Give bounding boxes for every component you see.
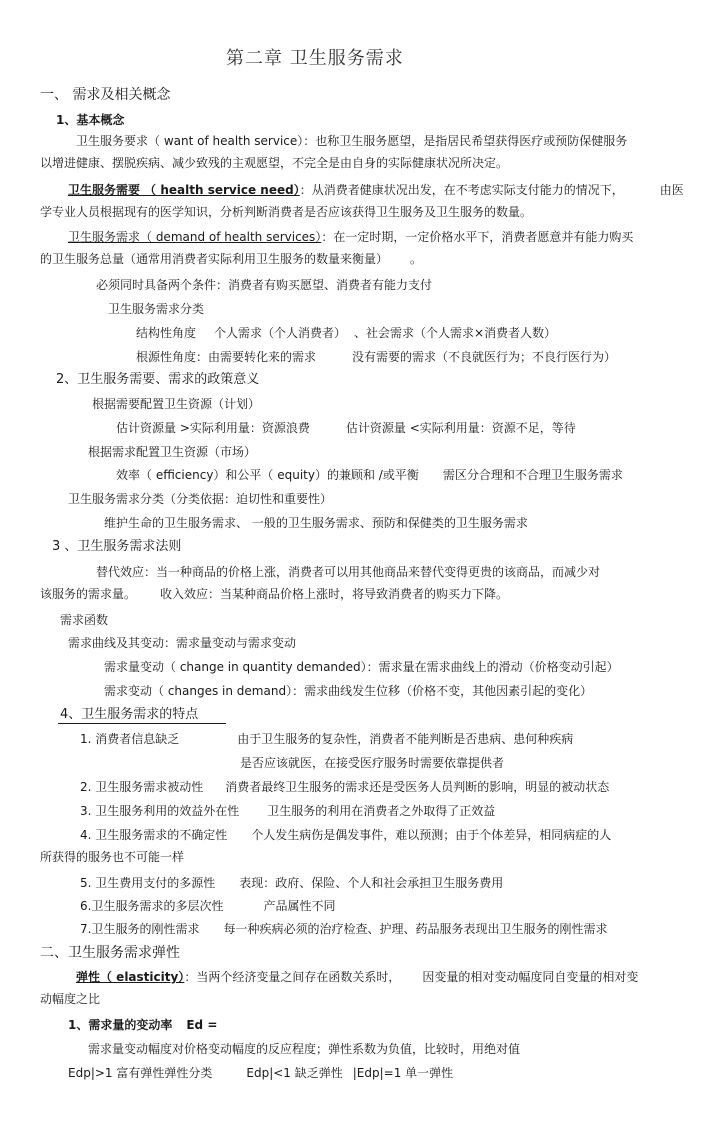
classify-heading: 卫生服务需求分类 xyxy=(108,302,205,316)
section-heading-elasticity: 二、卫生服务需求弹性 xyxy=(40,945,180,961)
substitution-effect-line1: 替代效应：当一种商品的价格上涨，消费者可以用其他商品来替代变得更贵的该商品，而减少对 xyxy=(96,565,601,579)
term-need: 卫生服务需要 （ health service need） xyxy=(68,183,300,197)
section-heading-concepts: 一、 需求及相关概念 xyxy=(40,87,171,103)
feature-1: 1. 消费者信息缺乏 由于卫生服务的复杂性，消费者不能判断是否患病、患何种疾病 xyxy=(80,732,574,746)
alloc-by-need: 根据需要配置卫生资源（计划） xyxy=(92,397,261,411)
classify-root: 根源性角度：由需要转化来的需求 没有需要的需求（不良就医行为；不良行医行为） xyxy=(136,350,617,364)
feature-2: 2. 卫生服务需求被动性 消费者最终卫生服务的需求还是受医务人员判断的影响，明显的被动状态 xyxy=(80,780,610,794)
section-heading-features: 4、卫生服务需求的特点 xyxy=(60,707,199,722)
substitution-effect-line2: 该服务的需求量。 收入效应：当某种商品价格上涨时，将导致消费者的购买力下降。 xyxy=(40,587,509,601)
feature-6: 6.卫生服务需求的多层次性 产品属性不同 xyxy=(80,899,336,913)
feature-4-cont: 所获得的服务也不可能一样 xyxy=(40,850,185,864)
term-elasticity: 弹性（ elasticity） xyxy=(76,970,185,984)
def-want-text: ：也称卫生服务愿望，是指居民希望获得医疗或预防保健服务 xyxy=(303,134,628,148)
classify-urgency: 卫生服务需求分类（分类依据：迫切性和重要性） xyxy=(68,492,333,506)
def-elasticity-line2: 动幅度之比 xyxy=(40,992,101,1006)
def-need-line1 xyxy=(68,182,684,198)
def-need-text: ：从消费者健康状况出发，在不考虑实际支付能力的情况下， xyxy=(299,183,624,197)
rate-description: 需求量变动幅度对价格变动幅度的反应程度；弹性系数为负值，比较时，用绝对值 xyxy=(88,1042,521,1056)
feature-7: 7.卫生服务的刚性需求 每一种疾病必须的治疗检查、护理、药品服务表现出卫生服务的刚性需求 xyxy=(80,922,608,936)
efficiency-equity: 效率（ efficiency）和公平（ equity）的兼顾和 /或平衡 需区分合理和不合理卫生服务需求 xyxy=(116,468,623,482)
alloc-by-demand: 根据需求配置卫生资源（市场） xyxy=(88,445,257,459)
def-elasticity-line1: 弹性（ elasticity）：当两个经济变量之间存在函数关系时， 因变量的相对变动幅度同自变量的相对变 xyxy=(76,970,639,984)
feature-5: 5. 卫生费用支付的多源性 表现：政府、保险、个人和社会承担卫生服务费用 xyxy=(80,876,504,890)
def-need-text-end: 由医 xyxy=(659,183,684,197)
demand-change: 需求变动（ changes in demand）：需求曲线发生位移（价格不变，其他因素引起的变化） xyxy=(104,684,593,698)
def-demand-line2: 的卫生服务总量（通常用消费者实际利用卫生服务的数量来衡量） 。 xyxy=(40,252,423,266)
quantity-demanded-change: 需求量变动（ change in quantity demanded）：需求量在需求曲线上的滑动（价格变动引起） xyxy=(104,660,619,674)
heading-underline xyxy=(58,723,226,724)
demand-function: 需求函数 xyxy=(60,613,109,627)
elasticity-types: Edp|>1 富有弹性弹性分类 Edp|<1 缺乏弹性 |Edp|=1 单一弹性 xyxy=(68,1066,454,1080)
feature-4: 4. 卫生服务需求的不确定性 个人发生病伤是偶发事件，难以预测；由于个体差异，相同病症的人 xyxy=(80,828,612,842)
subheading-basic-concepts: 1、基本概念 xyxy=(56,113,125,127)
def-need-line2: 学专业人员根据现有的医学知识，分析判断消费者是否应该获得卫生服务及卫生服务的数量。 xyxy=(40,205,533,219)
rate-of-change: 1、需求量的变动率 Ed = xyxy=(68,1018,218,1032)
conditions-line: 必须同时具备两个条件：消费者有购买愿望、消费者有能力支付 xyxy=(96,278,433,292)
classify-urgency-items: 维护生命的卫生服务需求、 一般的卫生服务需求、预防和保健类的卫生服务需求 xyxy=(104,516,528,530)
section-heading-policy: 2、卫生服务需要、需求的政策意义 xyxy=(56,372,260,387)
def-want-line2: 以增进健康、摆脱疾病、减少致残的主观愿望，不完全是由自身的实际健康状况所决定。 xyxy=(40,156,509,170)
classify-structural: 结构性角度 个人需求（个人消费者） 、社会需求（个人需求×消费者人数） xyxy=(136,326,557,340)
demand-curve: 需求曲线及其变动：需求量变动与需求变动 xyxy=(68,636,297,650)
def-demand-text: ：在一定时期，一定价格水平下，消费者愿意并有能力购买 xyxy=(321,230,634,244)
def-want-line1 xyxy=(76,133,627,149)
term-want: 卫生服务要求（ want of health service） xyxy=(76,134,304,148)
feature-3: 3. 卫生服务利用的效益外在性 卫生服务的利用在消费者之外取得了正效益 xyxy=(80,804,496,818)
term-demand: 卫生服务需求（ demand of health services） xyxy=(68,230,322,244)
def-demand-line1 xyxy=(68,229,633,245)
estimate-vs-usage: 估计资源量 >实际利用量：资源浪费 估计资源量 <实际利用量：资源不足，等待 xyxy=(116,421,576,435)
income-effect: 收入效应：当某种商品价格上涨时，将导致消费者的购买力下降。 xyxy=(160,587,509,601)
feature-1-cont: 是否应该就医，在接受医疗服务时需要依靠提供者 xyxy=(240,756,505,770)
page-title: 第二章 卫生服务需求 xyxy=(226,48,404,69)
section-heading-law: 3 、卫生服务需求法则 xyxy=(52,539,182,554)
